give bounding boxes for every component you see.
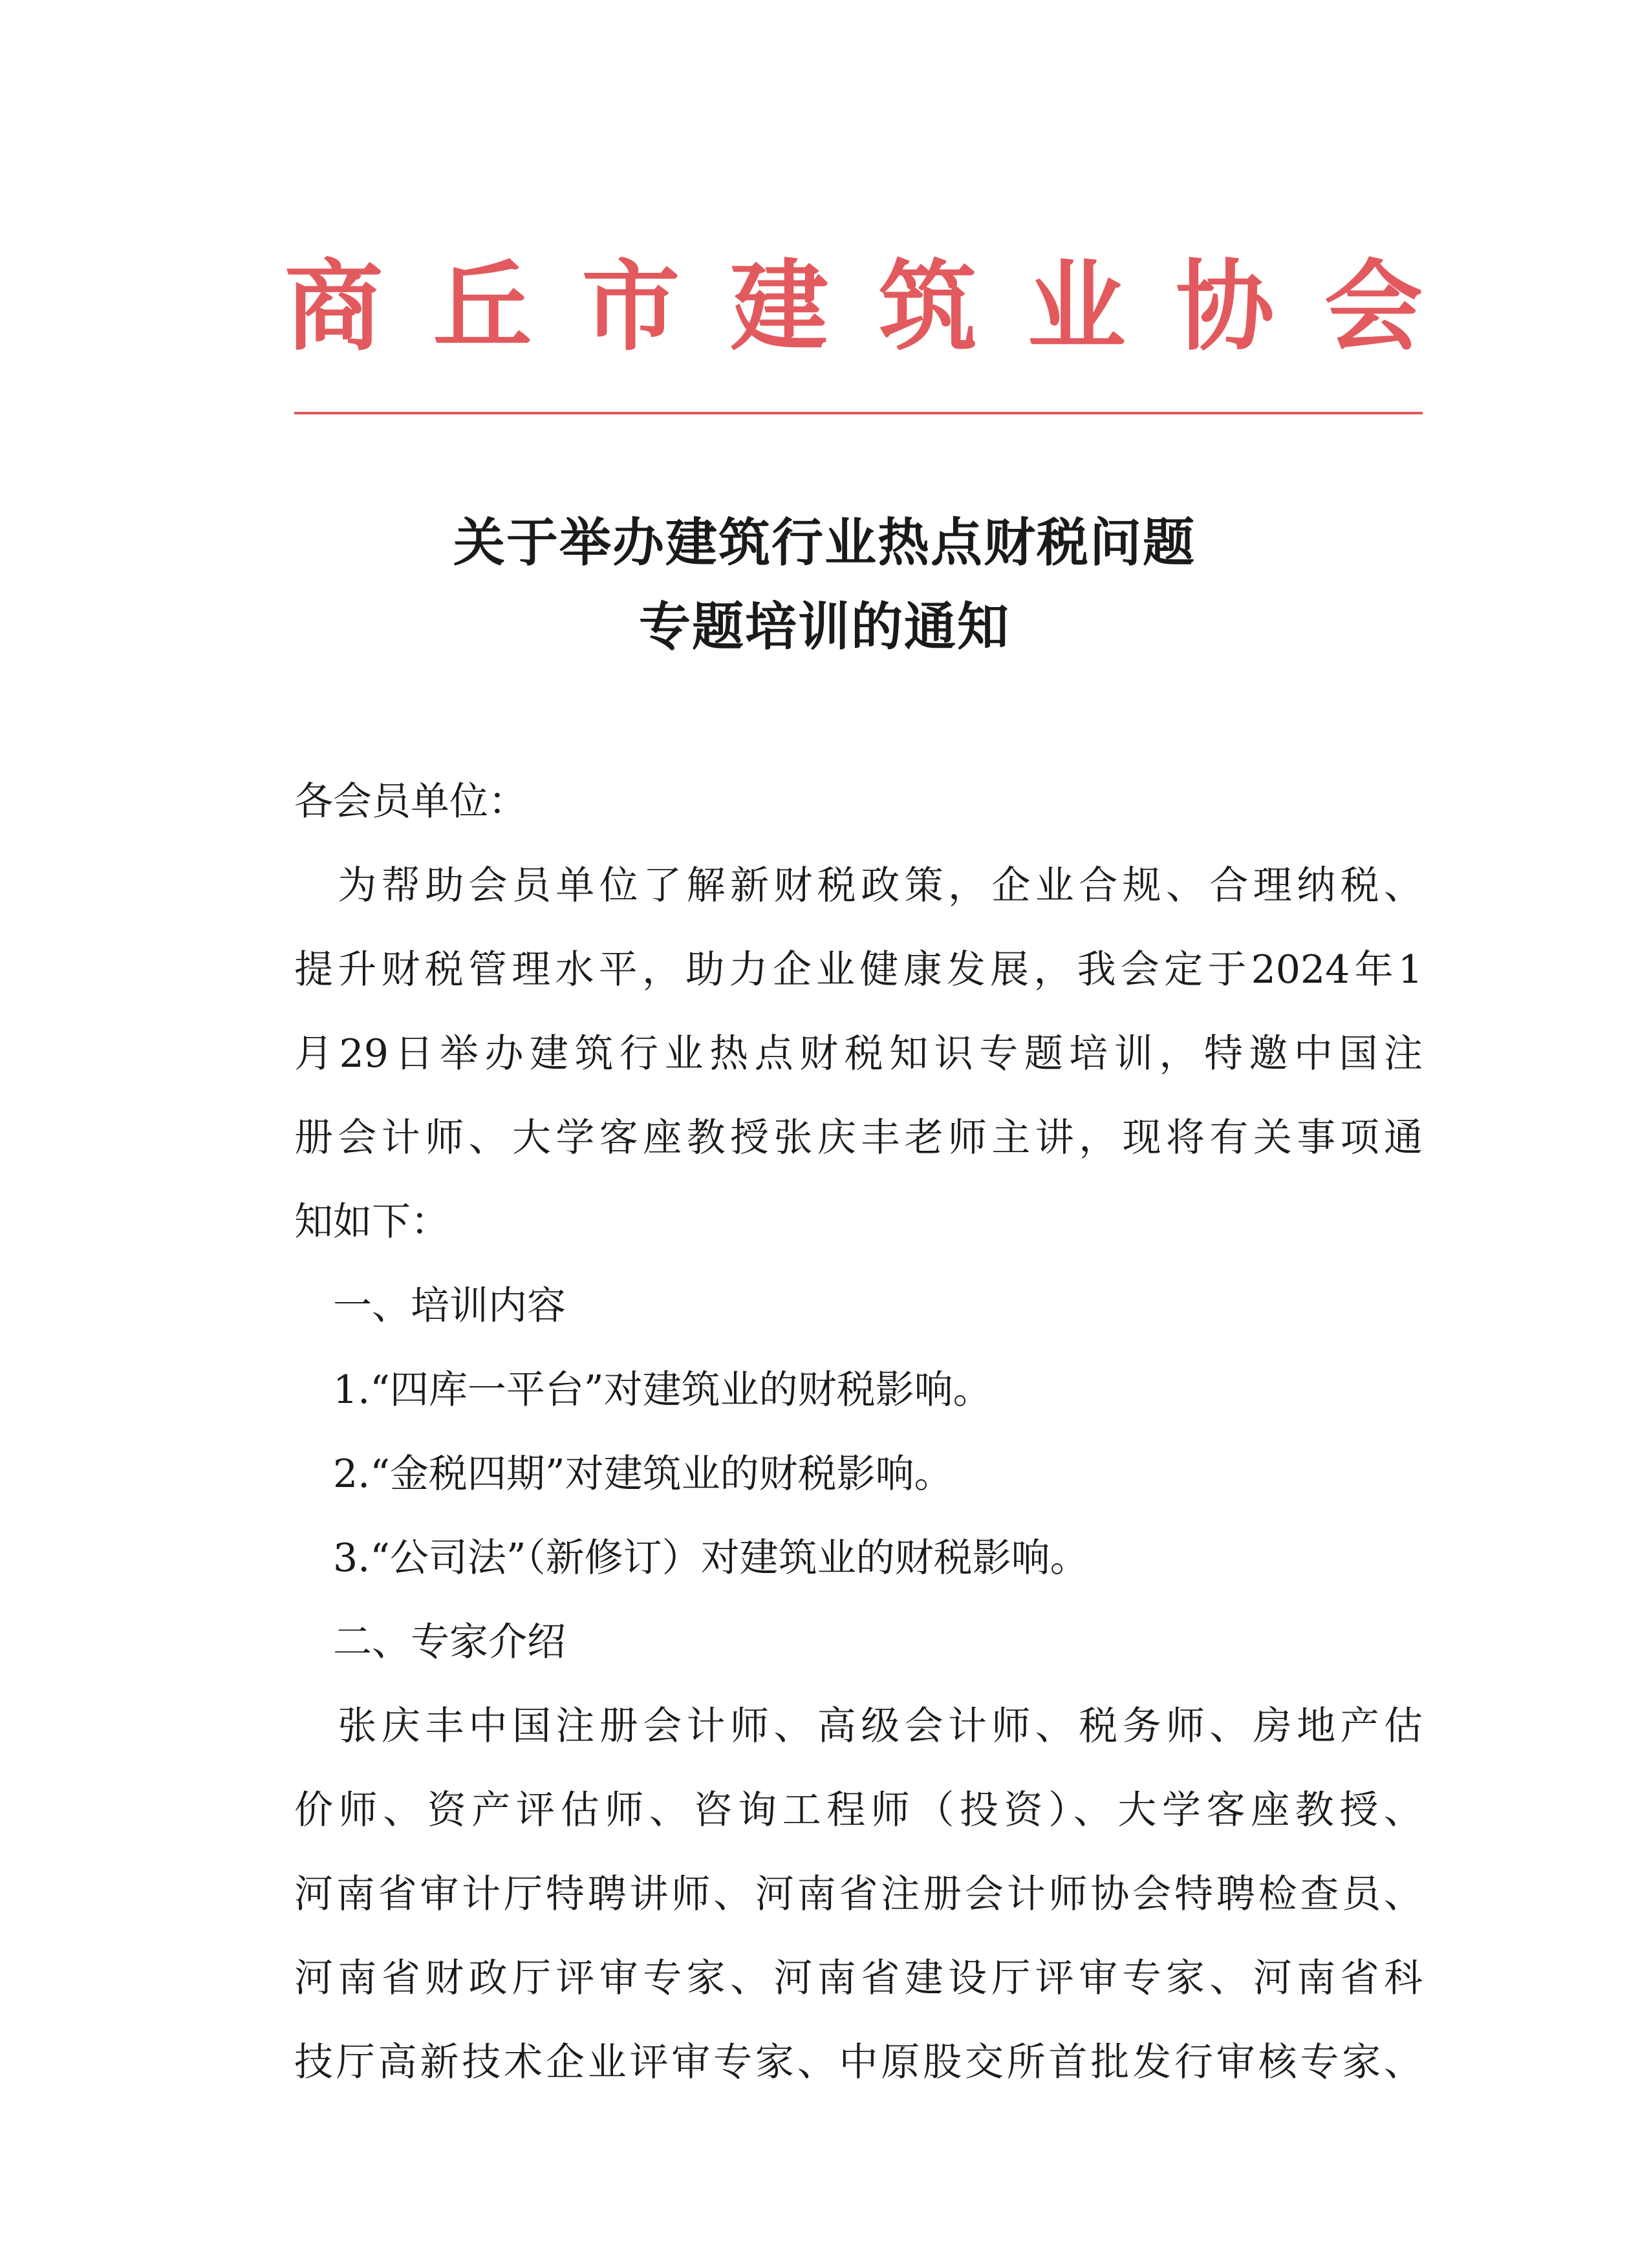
salutation: 各会员单位： <box>294 779 527 824</box>
organization-masthead <box>285 250 1423 364</box>
masthead-char: 市 <box>581 250 680 364</box>
paragraph-line: 张庆丰中国注册会计师、高级会计师、税务师、房地产估 <box>294 1704 1423 1749</box>
masthead-char: 商 <box>285 250 383 364</box>
masthead-char: 建 <box>730 250 829 364</box>
masthead-char: 协 <box>1176 250 1275 364</box>
paragraph-line: 知如下： <box>294 1199 449 1245</box>
list-item: 1.“四库一平台”对建筑业的财税影响。 <box>294 1367 992 1413</box>
section-heading: 一、培训内容 <box>294 1283 566 1329</box>
red-divider-rule <box>294 412 1423 414</box>
document-title-line-2: 专题培训的通知 <box>639 597 1010 657</box>
paragraph-line: 为帮助会员单位了解新财税政策，企业合规、合理纳税、 <box>294 863 1423 908</box>
section-heading: 二、专家介绍 <box>294 1620 566 1665</box>
masthead-char: 业 <box>1027 250 1126 364</box>
masthead-char: 会 <box>1324 250 1423 364</box>
paragraph-line: 提升财税管理水平，助力企业健康发展，我会定于2024年1 <box>294 947 1423 992</box>
paragraph-line: 技厅高新技术企业评审专家、中原股交所首批发行审核专家、 <box>294 2040 1423 2085</box>
paragraph-line: 册会计师、大学客座教授张庆丰老师主讲，现将有关事项通 <box>294 1115 1423 1161</box>
list-item: 2.“金税四期”对建筑业的财税影响。 <box>294 1451 953 1497</box>
masthead-char: 筑 <box>878 250 977 364</box>
paragraph-line: 河南省审计厅特聘讲师、河南省注册会计师协会特聘检查员、 <box>294 1872 1423 1917</box>
list-item: 3.“公司法”（新修订）对建筑业的财税影响。 <box>294 1535 1089 1581</box>
masthead-char: 丘 <box>433 250 532 364</box>
document-title-line-1: 关于举办建筑行业热点财税问题 <box>453 513 1196 573</box>
paragraph-line: 月29日举办建筑行业热点财税知识专题培训，特邀中国注 <box>294 1031 1423 1076</box>
paragraph-line: 价师、资产评估师、咨询工程师（投资）、大学客座教授、 <box>294 1788 1423 1833</box>
paragraph-line: 河南省财政厅评审专家、河南省建设厅评审专家、河南省科 <box>294 1956 1423 2001</box>
